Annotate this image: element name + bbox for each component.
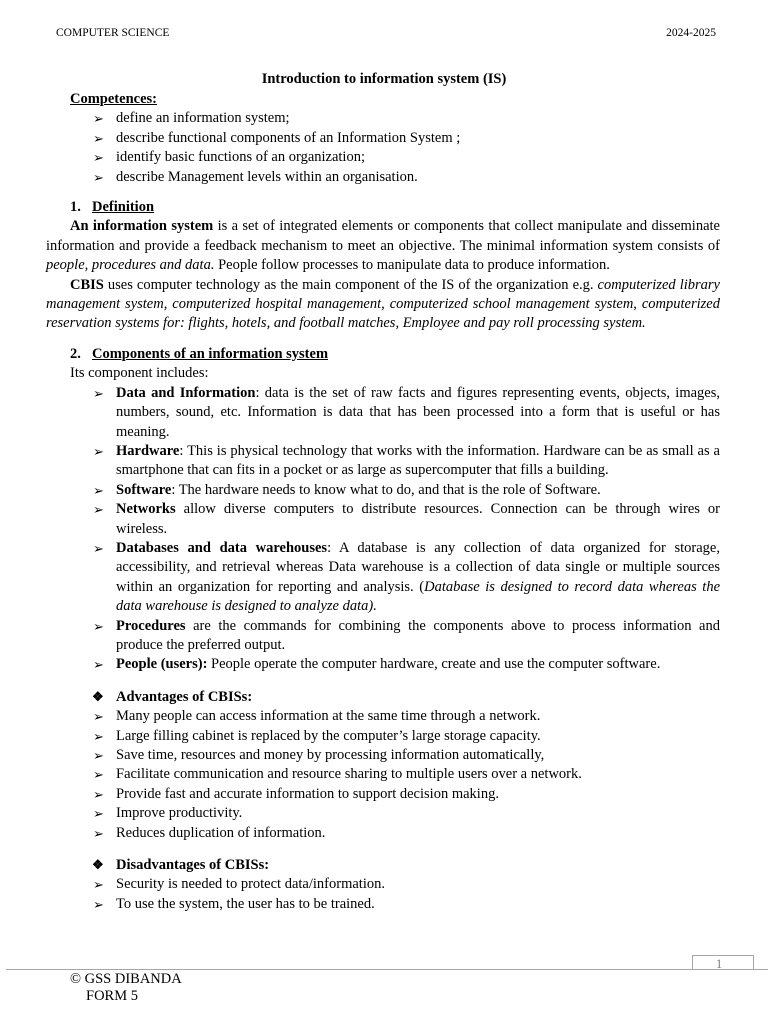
list-item: ➢ Data and Information: data is the set of raw facts and figures representing events, objects, images, numbers, sound, etc. Information is data that has been processed into a form that is useful or has meaning. — [93, 384, 720, 440]
page-number-box — [692, 955, 754, 970]
arrow-bullet-icon: ➢ — [93, 482, 104, 498]
arrow-bullet-icon: ➢ — [93, 877, 104, 893]
arrow-bullet-icon: ➢ — [93, 618, 104, 634]
list-item: ➢ Procedures are the commands for combining the components above to process information and produce the preferred output. — [93, 617, 720, 653]
disadvantages-list — [46, 875, 720, 914]
list-item: ➢ describe Management levels within an organisation. — [46, 168, 720, 187]
arrow-bullet-icon: ➢ — [93, 728, 104, 744]
advantages-list — [46, 707, 720, 843]
arrow-bullet-icon: ➢ — [93, 169, 104, 185]
list-item: ➢ People (users): People operate the computer hardware, create and use the computer software. — [46, 655, 720, 674]
arrow-bullet-icon: ➢ — [93, 657, 104, 673]
list-item: ➢ Provide fast and accurate information to support decision making. — [46, 785, 720, 804]
list-item: ➢ Security is needed to protect data/information. — [46, 875, 720, 894]
arrow-bullet-icon: ➢ — [93, 806, 104, 822]
list-item: ➢ identify basic functions of an organization; — [46, 148, 720, 167]
footer-divider — [6, 969, 768, 970]
components-intro: Its component includes: — [70, 365, 209, 382]
advantages-heading: ❖ Advantages of CBISs: — [92, 688, 253, 705]
list-item: ➢ Many people can access information at the same time through a network. — [46, 707, 720, 726]
list-item: ➢ Databases and data warehouses: A database is any collection of data organized for storage, accessibility, and retrieval whereas Data warehouse is a collection of data single or multiple sources within an organization for reporting and analysis. (Database is designed to record data whereas the data warehouse is designed to analyze data). — [93, 539, 720, 615]
diamond-bullet-icon: ❖ — [92, 688, 104, 704]
arrow-bullet-icon: ➢ — [93, 709, 104, 725]
header-left: COMPUTER SCIENCE — [56, 27, 170, 39]
document-body — [46, 90, 720, 914]
header-right: 2024-2025 — [666, 27, 716, 39]
components-list — [46, 384, 720, 675]
section-heading-definition: 1. Definition — [70, 199, 155, 216]
list-item: ➢ Improve productivity. — [46, 804, 720, 823]
list-item: ➢ Large filling cabinet is replaced by the computer’s large storage capacity. — [46, 727, 720, 746]
footer-form: FORM 5 — [86, 988, 138, 1004]
definition-paragraph-2: CBIS uses computer technology as the main component of the IS of the organization e.g. computerized library management system, computerized hospital management, computerized school management system, computerized reservation systems for: flights, hotels, and football matches, Employee and pay roll processing system. — [46, 276, 720, 332]
arrow-bullet-icon: ➢ — [93, 150, 104, 166]
diamond-bullet-icon: ❖ — [92, 857, 104, 873]
arrow-bullet-icon: ➢ — [93, 443, 104, 459]
arrow-bullet-icon: ➢ — [93, 111, 104, 127]
page-title: Introduction to information system (IS) — [261, 71, 507, 87]
list-item: ➢ To use the system, the user has to be trained. — [46, 895, 720, 914]
arrow-bullet-icon: ➢ — [93, 767, 104, 783]
list-item: ➢ Networks allow diverse computers to distribute resources. Connection can be through wires or wireless. — [93, 501, 720, 537]
arrow-bullet-icon: ➢ — [93, 385, 104, 401]
list-item: ➢ Software: The hardware needs to know what to do, and that is the role of Software. — [46, 481, 720, 500]
arrow-bullet-icon: ➢ — [93, 502, 104, 518]
list-item: ➢ describe functional components of an Information System ; — [46, 129, 720, 148]
footer — [70, 971, 182, 1005]
page-number: 1 — [716, 957, 723, 971]
arrow-bullet-icon: ➢ — [93, 748, 104, 763]
definition-paragraph-1: An information system is a set of integrated elements or components that collect manipulate and disseminate information and provide a feedback mechanism to meet an objective. The minimal information system consists of people, procedures and data. People follow processes to manipulate data to produce information. — [46, 218, 720, 274]
list-item: ➢ Save time, resources and money by processing information automatically, — [46, 746, 720, 765]
list-item: ➢ Hardware: This is physical technology that works with the information. Hardware can be as small as a smartphone that can fits in a pocket or as large as supercomputer that fills a building. — [93, 442, 720, 479]
arrow-bullet-icon: ➢ — [93, 786, 104, 802]
competences-heading: Competences: — [70, 91, 157, 107]
list-item: ➢ define an information system; — [46, 109, 720, 128]
list-item: ➢ Facilitate communication and resource sharing to multiple users over a network. — [46, 765, 720, 784]
section-heading-components: 2. Components of an information system — [70, 345, 329, 362]
footer-school: © GSS DIBANDA — [70, 971, 182, 987]
disadvantages-heading: ❖ Disadvantages of CBISs: — [92, 857, 270, 874]
arrow-bullet-icon: ➢ — [93, 825, 104, 841]
competences-list — [46, 109, 720, 187]
arrow-bullet-icon: ➢ — [93, 540, 104, 556]
arrow-bullet-icon: ➢ — [93, 130, 104, 146]
arrow-bullet-icon: ➢ — [93, 896, 104, 912]
list-item: ➢ Reduces duplication of information. — [46, 824, 720, 843]
